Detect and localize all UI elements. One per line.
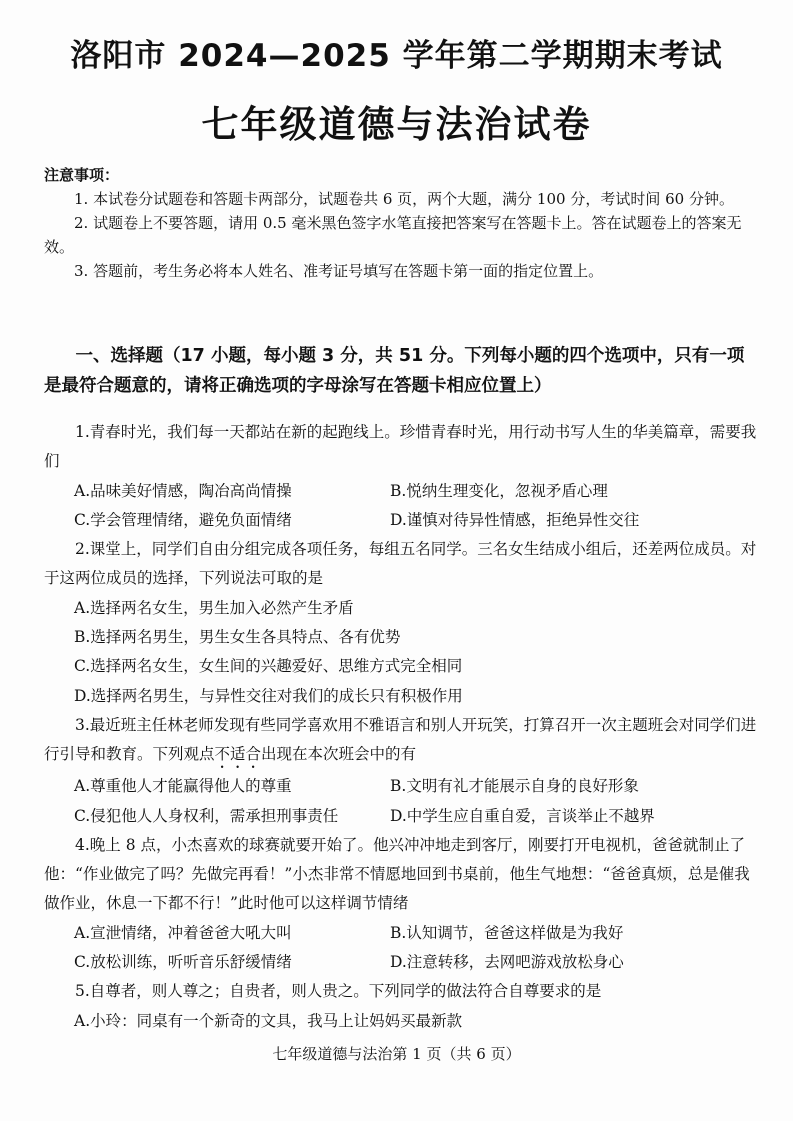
question-4-options-row2 <box>44 948 760 977</box>
emphasis-text: 不适合 <box>214 745 262 764</box>
option-c: C.选择两名女生，女生间的兴趣爱好、思维方式完全相同 <box>74 657 463 676</box>
option-b: B.选择两名男生，男生女生各具特点、各有优势 <box>74 628 401 647</box>
question-list <box>44 418 760 1036</box>
option-c: C.侵犯他人人身权利，需承担刑事责任 <box>74 806 339 825</box>
question-2-stem: 2.课堂上，同学们自由分组完成各项任务，每组五名同学。三名女生结成小组后，还差两位成员。对于这两位成员的选择，下列说法可取的是 <box>44 540 757 588</box>
question-3-options-row2 <box>44 802 760 831</box>
option-b: B.文明有礼才能展示自身的良好形象 <box>390 777 639 796</box>
notice-item: 1. 本试卷分试题卷和答题卡两部分，试题卷共 6 页，两个大题，满分 100 分，考试时间 60 分钟。 <box>74 190 734 208</box>
stem-text: 出现在本次班会中的有 <box>261 745 417 764</box>
notice-item: 2. 试题卷上不要答题，请用 0.5 毫米黑色签字水笔直接把答案写在答题卡上。答在试题卷上的答案无效。 <box>44 214 742 256</box>
option-d: D.选择两名男生，与异性交往对我们的成长只有积极作用 <box>74 686 463 705</box>
option-d: D.中学生应自重自爱，言谈举止不越界 <box>390 806 655 825</box>
question-1-options-row2 <box>44 506 760 535</box>
option-a: A.小玲：同桌有一个新奇的文具，我马上让妈妈买最新款 <box>74 1011 463 1030</box>
notice-title: 注意事项： <box>44 166 120 184</box>
page-footer: 七年级道德与法治第 1 页（共 6 页） <box>272 1045 521 1063</box>
notice-item: 3. 答题前，考生务必将本人姓名、准考证号填写在答题卡第一面的指定位置上。 <box>74 262 604 280</box>
option-d: D.注意转移，去网吧游戏放松身心 <box>390 953 624 972</box>
option-c: C.学会管理情绪，避免负面情绪 <box>74 510 292 529</box>
option-a: A.品味美好情感，陶冶高尚情操 <box>74 481 292 500</box>
question-4-stem: 4.晚上 8 点，小杰喜欢的球赛就要开始了。他兴冲冲地走到客厅，刚要打开电视机，爸爸就制止了他：“作业做完了吗？先做完再看！”小杰非常不情愿地回到书桌前，他生气地想：“爸爸真烦，总是催我做作业，休息一下都不行！”此时他可以这样调节情绪 <box>44 835 750 913</box>
question-5-stem: 5.自尊者，则人尊之；自贵者，则人贵之。下列同学的做法符合自尊要求的是 <box>75 982 602 1001</box>
notice-block <box>44 163 754 283</box>
question-3-stem <box>44 711 760 772</box>
option-a: A.宣泄情绪，冲着爸爸大吼大叫 <box>74 923 292 942</box>
option-a: A.选择两名女生，男生加入必然产生矛盾 <box>74 598 354 617</box>
question-4-options-row1 <box>44 919 760 948</box>
question-1-options-row1 <box>44 477 760 506</box>
option-c: C.放松训练，听听音乐舒缓情绪 <box>74 953 292 972</box>
section-heading: 一、选择题（17 小题，每小题 3 分，共 51 分。下列每小题的四个选项中，只有一项是最符合题意的，请将正确选项的字母涂写在答题卡相应位置上） <box>44 346 745 396</box>
option-a: A.尊重他人才能赢得他人的尊重 <box>74 777 292 796</box>
option-b: B.认知调节，爸爸这样做是为我好 <box>390 923 624 942</box>
option-b: B.悦纳生理变化，忽视矛盾心理 <box>390 481 608 500</box>
exam-title: 洛阳市 2024—2025 学年第二学期期末考试 <box>70 38 723 74</box>
option-d: D.谨慎对待异性情感，拒绝异性交往 <box>390 510 640 529</box>
question-1-stem: 1.青春时光，我们每一天都站在新的起跑线上。珍惜青春时光，用行动书写人生的华美篇章，需要我们 <box>44 423 757 471</box>
exam-subtitle: 七年级道德与法治试卷 <box>201 103 592 146</box>
stem-text: 3.最近班主任林老师发现有些同学喜欢用不雅语言和别人开玩笑，打算召开一次主题班会对同学们进行引导和教育。下列观点 <box>44 715 757 764</box>
question-3-options-row1 <box>44 772 760 801</box>
